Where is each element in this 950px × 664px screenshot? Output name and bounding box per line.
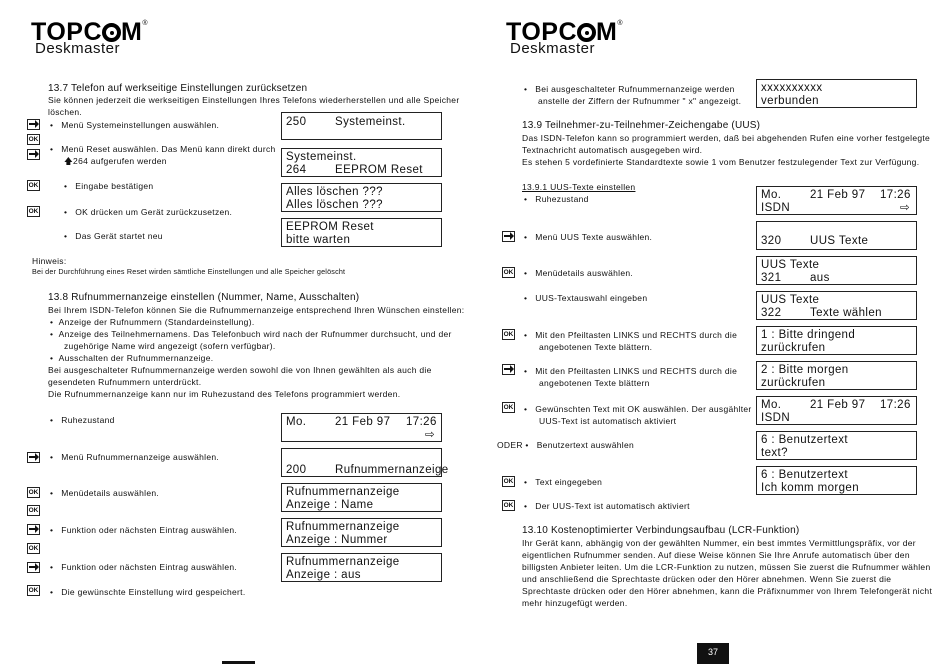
bullet-step: • Menüdetails auswählen. <box>524 268 634 278</box>
paragraph: Die Rufnummernanzeige kann nur im Ruhezustand des Telefons programmiert werden. <box>48 389 401 399</box>
oder-label: ODER • Benutzertext auswählen <box>497 440 635 450</box>
arrow-key-icon <box>27 119 40 130</box>
ok-key-icon: OK <box>28 136 39 143</box>
lcd-display: Rufnummernanzeige Anzeige : Nummer <box>281 518 442 547</box>
paragraph: eigentlichen Rufnummer senden. Auf diese Weise können Sie Ihre Anrufe automatisch über den <box>522 550 910 560</box>
bullet-step: • Menü Reset auswählen. Das Menü kann direkt durch <box>50 144 276 154</box>
paragraph: mehr hinzugefügt werden. <box>522 598 628 608</box>
bullet-step: • Die gewünschte Einstellung wird gespeichert. <box>50 587 246 597</box>
paragraph: Bei Ihrem ISDN-Telefon können Sie die Rufnummernanzeige entsprechend Ihren Wünschen einstellen: <box>48 305 465 315</box>
bullet-step: • Eingabe bestätigen <box>64 181 154 191</box>
paragraph: Das ISDN-Telefon kann so programmiert werden, daß bei abgehenden Rufen eine vorher festgelegte <box>522 133 931 143</box>
lcd-display: Rufnummernanzeige Anzeige : aus <box>281 553 442 582</box>
lcd-display: Mo. 21 Feb 97 17:26 ISDN <box>756 396 917 425</box>
lcd-display: 320 UUS Texte <box>756 221 917 250</box>
bullet-step: • Menü Systemeinstellungen auswählen. <box>50 120 220 130</box>
bullet-step: • Menüdetails auswählen. <box>50 488 160 498</box>
bullet-step: • Funktion oder nächsten Eintrag auswählen. <box>50 525 238 535</box>
paragraph: Es stehen 5 vordefinierte Standardtexte sowie 1 vom Benutzer festzulegender Text zur Verfügung. <box>522 157 920 167</box>
lcd-display: 1 : Bitte dringend zurückrufen <box>756 326 917 355</box>
bullet-step: • Gewünschten Text mit OK auswählen. Der ausgählter <box>524 404 752 414</box>
arrow-key-icon <box>502 231 515 242</box>
ok-key-icon: OK <box>503 269 514 276</box>
product-name: Deskmaster <box>35 40 121 57</box>
hint-text: Bei der Durchführung eines Reset wirden sämtliche Einstellungen und alle Speicher gelöscht <box>32 267 346 276</box>
section-title: 13.9 Teilnehmer-zu-Teilnehmer-Zeichengabe (UUS) <box>522 120 761 131</box>
arrow-right-outline-icon: ⇨ <box>899 201 910 214</box>
bullet-step: • OK drücken um Gerät zurückzusetzen. <box>64 207 233 217</box>
ok-key-icon: OK <box>503 478 514 485</box>
ok-key-icon: OK <box>28 507 39 514</box>
ok-key-icon: OK <box>503 502 514 509</box>
ok-key-icon: OK <box>503 331 514 338</box>
paragraph: Ihr Gerät kann, abhängig von der gewählten Nummer, ein best immtes Vermittlungspräfix, vor der <box>522 538 916 548</box>
lcd-display: Systemeinst. 264 EEPROM Reset <box>281 148 442 177</box>
bullet-step: • UUS-Textauswahl eingeben <box>524 293 648 303</box>
paragraph: Textnachricht automatisch ausgegeben wird. <box>522 145 703 155</box>
topcom-logo: TOPC M® <box>506 18 623 46</box>
arrow-key-icon <box>27 562 40 573</box>
ok-key-icon: OK <box>28 208 39 215</box>
bullet-step-cont: angebotenen Texte blättern <box>539 378 650 388</box>
list-item: • Anzeige der Rufnummern (Standardeinstellung). <box>50 317 255 327</box>
bullet-step-cont: 🡅264 aufgerufen werden <box>64 156 167 166</box>
subsection-title: 13.9.1 UUS-Texte einstellen <box>522 182 636 192</box>
section-title: 13.7 Telefon auf werkseitige Einstellungen zurücksetzen <box>48 83 308 94</box>
bullet-step: • Menü Rufnummernanzeige auswählen. <box>50 452 220 462</box>
bullet-step: • Das Gerät startet neu <box>64 231 163 241</box>
lcd-display: Mo. 21 Feb 97 17:26 ⇨ <box>281 413 442 442</box>
list-item-cont: zugehörige Name wird angezeigt (sofern verfügbar). <box>64 341 276 351</box>
section-title: 13.10 Kostenoptimierter Verbindungsaufbau (LCR-Funktion) <box>522 525 800 536</box>
up-arrow-icon: 🡅 <box>64 156 74 166</box>
product-name: Deskmaster <box>510 40 596 57</box>
topcom-logo: TOPC M® <box>31 18 148 46</box>
paragraph: Sprechtaste drücken oder den Hörer abnehmen, kann die Präfixnummer von Ihrem Telefongerät nicht <box>522 586 933 596</box>
paragraph: gesendeten Rufnummern unterdrückt. <box>48 377 202 387</box>
lcd-display: 2 : Bitte morgen zurückrufen <box>756 361 917 390</box>
paragraph: Bei ausgeschalteter Rufnummernanzeige werden sowohl die von Ihnen gewählten als auch die <box>48 365 432 375</box>
bullet-step-cont: angebotenen Texte blättern. <box>539 342 653 352</box>
lcd-display: 250 Systemeinst. <box>281 112 442 140</box>
bullet-step: • Text eingegeben <box>524 477 603 487</box>
ok-key-icon: OK <box>28 545 39 552</box>
bullet-step: • Bei ausgeschalteter Rufnummernanzeige werden <box>524 84 735 94</box>
bullet-step: • Mit den Pfeiltasten LINKS und RECHTS durch die <box>524 366 738 376</box>
arrow-right-outline-icon: ⇨ <box>424 428 435 441</box>
ok-key-icon: OK <box>28 489 39 496</box>
lcd-display: Alles löschen ??? Alles löschen ??? <box>281 183 442 212</box>
page-number: 37 <box>697 643 729 664</box>
lcd-display: Rufnummernanzeige Anzeige : Name <box>281 483 442 512</box>
paragraph: und anschließend die Sprechtaste drücken oder den Hörer abnehmen. Wenn Sie zuerst die <box>522 574 892 584</box>
lcd-display: 6 : Benutzertext text? <box>756 431 917 460</box>
bullet-step: • Mit den Pfeiltasten LINKS und RECHTS durch die <box>524 330 738 340</box>
lcd-display: UUS Texte 322 Texte wählen <box>756 291 917 320</box>
ok-key-icon: OK <box>28 587 39 594</box>
bullet-step: • Ruhezustand <box>50 415 115 425</box>
arrow-key-icon <box>502 364 515 375</box>
arrow-key-icon <box>27 149 40 160</box>
ok-key-icon: OK <box>503 404 514 411</box>
lcd-display: 200 Rufnummernanzeige <box>281 448 442 477</box>
bullet-step: • Funktion oder nächsten Eintrag auswählen. <box>50 562 238 572</box>
hint-label: Hinweis: <box>32 256 67 266</box>
ok-key-icon: OK <box>28 182 39 189</box>
list-item: • Anzeige des Teilnehmernamens. Das Telefonbuch wird nach der Rufnummer durchsucht, und der <box>50 329 452 339</box>
paragraph: Sie können jederzeit die werkseitigen Einstellungen Ihres Telefons wiederherstellen und alle Speicher <box>48 95 460 105</box>
arrow-key-icon <box>27 452 40 463</box>
lcd-display: Mo. 21 Feb 97 17:26 ISDN ⇨ <box>756 186 917 215</box>
lcd-display: 6 : Benutzertext Ich komm morgen <box>756 466 917 495</box>
lcd-display: EEPROM Reset bitte warten <box>281 218 442 247</box>
paragraph: löschen. <box>48 107 83 117</box>
arrow-key-icon <box>27 524 40 535</box>
list-item: • Ausschalten der Rufnummernanzeige. <box>50 353 214 363</box>
bullet-step: • Der UUS-Text ist automatisch aktiviert <box>524 501 690 511</box>
bullet-step-cont: UUS-Text ist automatisch aktiviert <box>539 416 677 426</box>
paragraph: billigsten Anbieter leiten. Um die LCR-Funktion zu nutzen, müssen Sie zuerst die Rufnummer wählen <box>522 562 931 572</box>
lcd-display: xxxxxxxxxx verbunden <box>756 79 917 108</box>
bullet-step: • Ruhezustand <box>524 194 589 204</box>
bullet-step: • Menü UUS Texte auswählen. <box>524 232 653 242</box>
bullet-step-cont: anstelle der Ziffern der Rufnummer " x" angezeigt. <box>538 96 742 106</box>
section-title: 13.8 Rufnummernanzeige einstellen (Nummer, Name, Ausschalten) <box>48 292 360 303</box>
lcd-display: UUS Texte 321 aus <box>756 256 917 285</box>
